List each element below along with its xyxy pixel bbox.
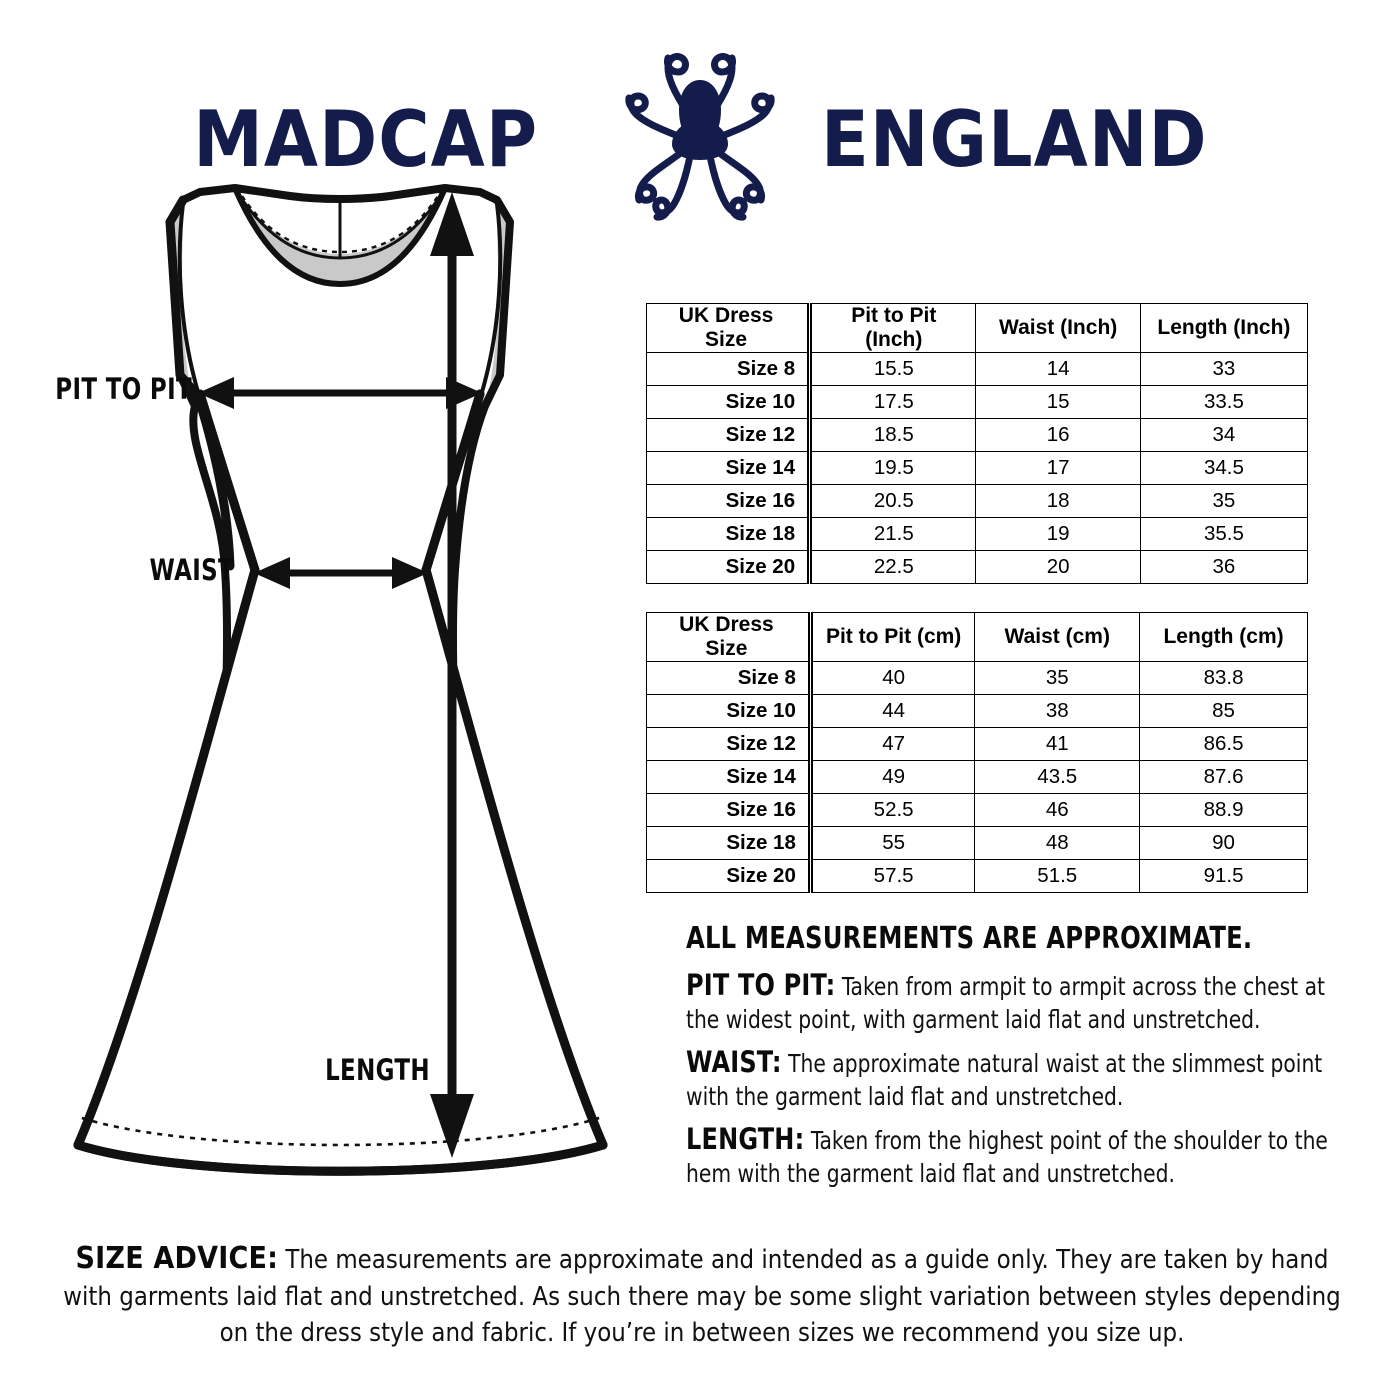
cell-size: Size 16 xyxy=(647,794,811,827)
cell-size: Size 12 xyxy=(647,419,810,452)
cell-length: 85 xyxy=(1140,695,1308,728)
cell-waist: 46 xyxy=(975,794,1140,827)
cell-size: Size 18 xyxy=(647,827,811,860)
cell-pit: 44 xyxy=(810,695,975,728)
cell-waist: 17 xyxy=(976,452,1140,485)
size-advice-text: The measurements are approximate and intended as a guide only. They are taken by hand with garments laid flat and unstretched. As such there may be some slight variation between styles depending on the dress style and fabric. If you’re in between sizes we recommend you size up. xyxy=(63,1245,1341,1348)
size-table-inch xyxy=(646,303,1308,584)
cell-pit: 20.5 xyxy=(810,485,976,518)
cell-waist: 19 xyxy=(976,518,1140,551)
cell-length: 35 xyxy=(1140,485,1307,518)
cell-pit: 17.5 xyxy=(810,386,976,419)
label-length: LENGTH xyxy=(325,1053,430,1087)
header-waist: Waist (cm) xyxy=(975,613,1140,662)
brand-name-right: ENGLAND xyxy=(821,93,1208,185)
table-row xyxy=(647,827,1308,860)
cell-size: Size 10 xyxy=(647,695,811,728)
size-table-cm xyxy=(646,612,1308,893)
cell-size: Size 20 xyxy=(647,860,811,893)
cell-size: Size 12 xyxy=(647,728,811,761)
definition-text-pit-to-pit: Taken from armpit to armpit across the chest at the widest point, with garment laid flat and unstretched. xyxy=(686,971,1325,1035)
table-header-row xyxy=(647,613,1308,662)
header-pit-to-pit: Pit to Pit (cm) xyxy=(810,613,975,662)
definition-text-length: Taken from the highest point of the shoulder to the hem with the garment laid flat and unstretched. xyxy=(686,1125,1328,1189)
cell-waist: 14 xyxy=(976,353,1140,386)
cell-waist: 35 xyxy=(975,662,1140,695)
cell-pit: 47 xyxy=(810,728,975,761)
cell-size: Size 8 xyxy=(647,353,810,386)
definition-length xyxy=(686,1121,1345,1190)
cell-waist: 41 xyxy=(975,728,1140,761)
cell-length: 87.6 xyxy=(1140,761,1308,794)
cell-waist: 38 xyxy=(975,695,1140,728)
cell-length: 90 xyxy=(1140,827,1308,860)
cell-length: 83.8 xyxy=(1140,662,1308,695)
table-row xyxy=(647,551,1308,584)
definition-term-length: LENGTH: xyxy=(686,1121,805,1156)
table-row xyxy=(647,662,1308,695)
header-uk-dress-size: UK Dress Size xyxy=(647,613,811,662)
label-pit-to-pit: PIT TO PIT xyxy=(55,372,193,406)
cell-waist: 16 xyxy=(976,419,1140,452)
cell-pit: 15.5 xyxy=(810,353,976,386)
table-row xyxy=(647,695,1308,728)
cell-waist: 48 xyxy=(975,827,1140,860)
definition-term-waist: WAIST: xyxy=(686,1044,782,1079)
cell-waist: 20 xyxy=(976,551,1140,584)
cell-size: Size 20 xyxy=(647,551,810,584)
definition-text-waist: The approximate natural waist at the slimmest point with the garment laid flat and unstretched. xyxy=(686,1048,1323,1112)
header-pit-to-pit: Pit to Pit (Inch) xyxy=(810,304,976,353)
header-length: Length (Inch) xyxy=(1140,304,1307,353)
table-row xyxy=(647,353,1308,386)
cell-size: Size 18 xyxy=(647,518,810,551)
size-advice-block xyxy=(52,1238,1352,1351)
cell-pit: 19.5 xyxy=(810,452,976,485)
cell-pit: 22.5 xyxy=(810,551,976,584)
cell-size: Size 10 xyxy=(647,386,810,419)
definition-term-pit-to-pit: PIT TO PIT: xyxy=(686,967,836,1002)
table-header-row xyxy=(647,304,1308,353)
table-row xyxy=(647,728,1308,761)
header-uk-dress-size: UK Dress Size xyxy=(647,304,810,353)
label-waist: WAIST xyxy=(149,553,234,587)
cell-length: 86.5 xyxy=(1140,728,1308,761)
cell-pit: 21.5 xyxy=(810,518,976,551)
cell-length: 91.5 xyxy=(1140,860,1308,893)
cell-size: Size 16 xyxy=(647,485,810,518)
measurements-approximate-note: ALL MEASUREMENTS ARE APPROXIMATE. xyxy=(686,921,1253,956)
cell-pit: 49 xyxy=(810,761,975,794)
cell-size: Size 8 xyxy=(647,662,811,695)
table-row xyxy=(647,860,1308,893)
brand-name-left: MADCAP xyxy=(193,93,539,185)
cell-length: 33.5 xyxy=(1140,386,1307,419)
table-row xyxy=(647,386,1308,419)
measurement-definitions xyxy=(686,922,1346,1198)
cell-length: 35.5 xyxy=(1140,518,1307,551)
table-row xyxy=(647,419,1308,452)
cell-size: Size 14 xyxy=(647,761,811,794)
cell-length: 36 xyxy=(1140,551,1307,584)
cell-pit: 40 xyxy=(810,662,975,695)
cell-pit: 52.5 xyxy=(810,794,975,827)
cell-length: 33 xyxy=(1140,353,1307,386)
cell-length: 34 xyxy=(1140,419,1307,452)
header-waist: Waist (Inch) xyxy=(976,304,1140,353)
cell-length: 88.9 xyxy=(1140,794,1308,827)
size-advice-term: SIZE ADVICE: xyxy=(75,1241,279,1276)
header-length: Length (cm) xyxy=(1140,613,1308,662)
table-row xyxy=(647,761,1308,794)
cell-pit: 57.5 xyxy=(810,860,975,893)
cell-length: 34.5 xyxy=(1140,452,1307,485)
definition-pit-to-pit xyxy=(686,967,1345,1036)
table-row xyxy=(647,794,1308,827)
table-row xyxy=(647,452,1308,485)
cell-waist: 43.5 xyxy=(975,761,1140,794)
cell-waist: 18 xyxy=(976,485,1140,518)
cell-pit: 55 xyxy=(810,827,975,860)
cell-waist: 51.5 xyxy=(975,860,1140,893)
cell-waist: 15 xyxy=(976,386,1140,419)
table-row xyxy=(647,518,1308,551)
table-row xyxy=(647,485,1308,518)
cell-pit: 18.5 xyxy=(810,419,976,452)
dress-illustration xyxy=(30,170,650,1180)
definition-waist xyxy=(686,1044,1345,1113)
cell-size: Size 14 xyxy=(647,452,810,485)
